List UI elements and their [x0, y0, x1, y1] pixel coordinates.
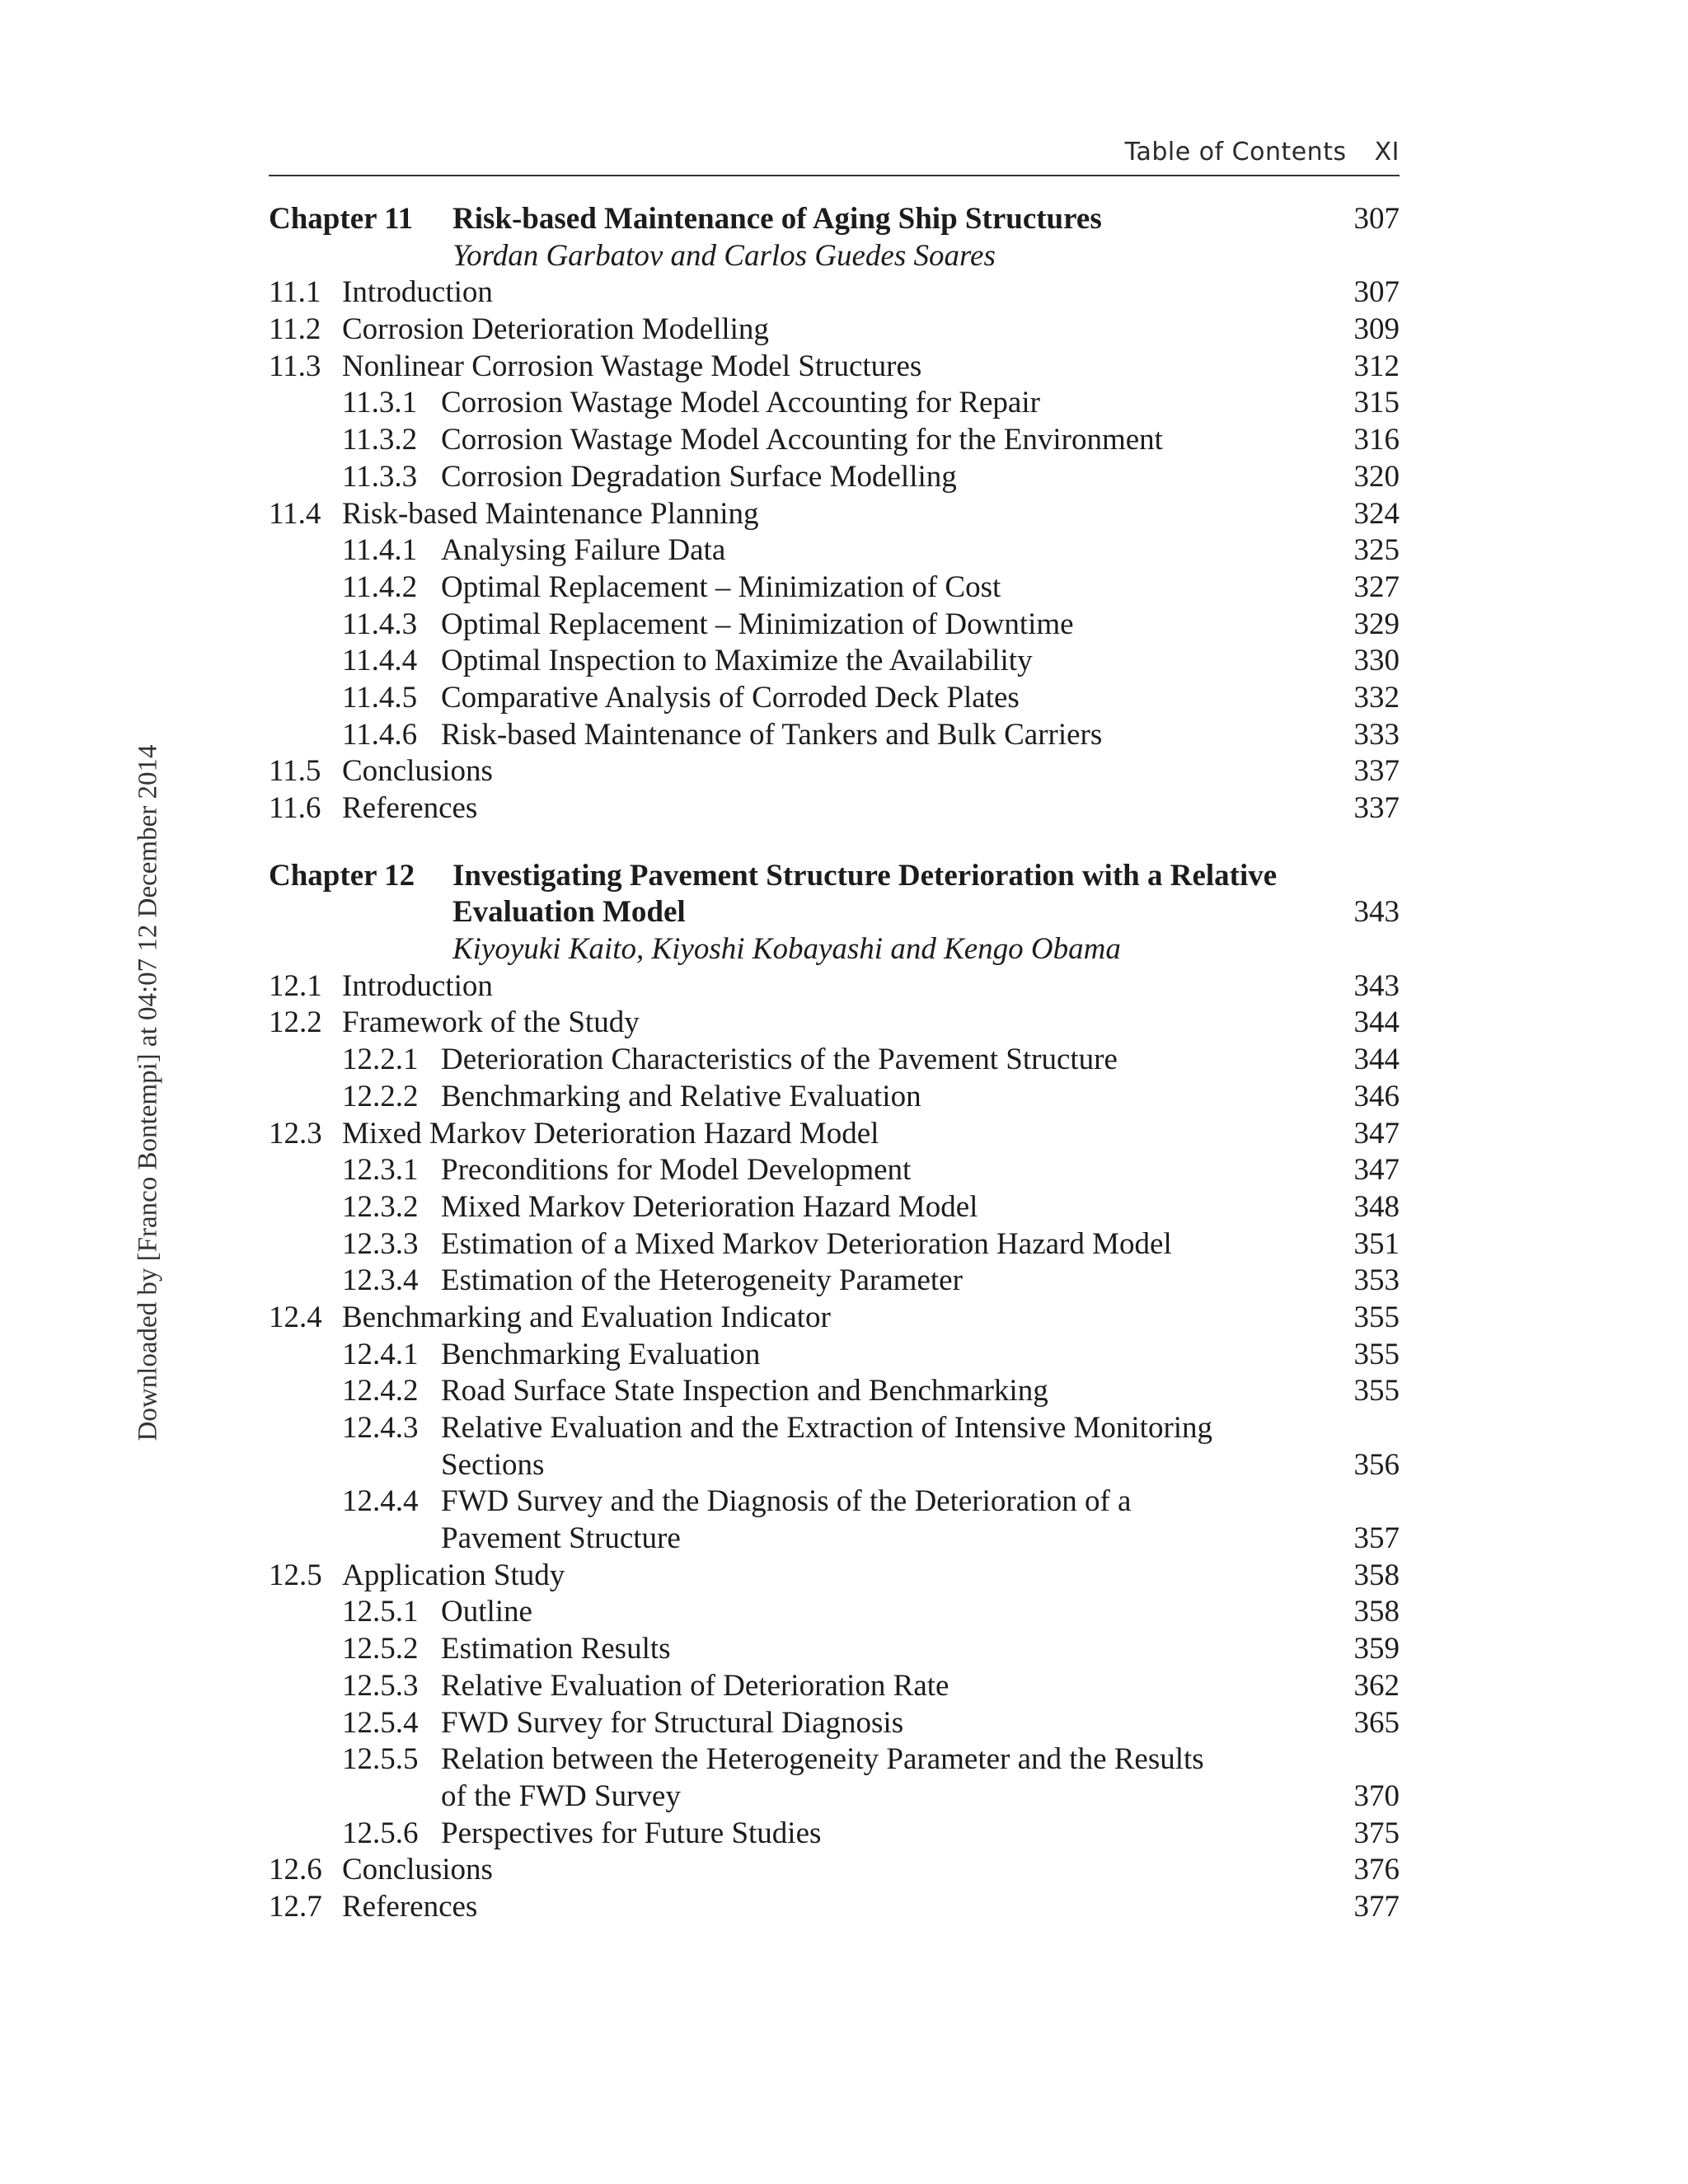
page-number: 377 [1353, 1889, 1400, 1924]
toc-subsection-row [269, 1705, 1400, 1742]
page-number: 355 [1353, 1300, 1400, 1334]
page-number: 346 [1353, 1079, 1400, 1113]
subsection-title: Comparative Analysis of Corroded Deck Plates [441, 680, 1020, 715]
section-title: Risk-based Maintenance Planning [342, 496, 759, 531]
toc-subsection-row [269, 1741, 1400, 1779]
page-number: 316 [1353, 423, 1400, 457]
subsection-number: 11.4.5 [342, 680, 418, 715]
toc-gap [269, 827, 1400, 858]
section-title: Conclusions [342, 1853, 493, 1887]
subsection-title: FWD Survey for Structural Diagnosis [441, 1705, 904, 1740]
subsection-title: Estimation of a Mixed Markov Deterioration Hazard Model [441, 1226, 1172, 1261]
page-number: 370 [1353, 1779, 1400, 1813]
toc-section-row [269, 753, 1400, 790]
chapter-label: Chapter 11 [269, 202, 414, 236]
toc-authors-row [269, 931, 1400, 968]
subsection-title: Relative Evaluation of Deterioration Rate [441, 1668, 950, 1703]
page-number: 348 [1353, 1189, 1400, 1224]
page-number: 358 [1353, 1595, 1400, 1629]
section-title: Mixed Markov Deterioration Hazard Model [342, 1116, 879, 1151]
download-watermark: Downloaded by [Franco Bontempi] at 04:07 12 December 2014 [133, 744, 163, 1441]
toc-section-row [269, 1116, 1400, 1153]
section-title: Conclusions [342, 754, 493, 789]
subsection-title: Corrosion Degradation Surface Modelling [441, 459, 957, 494]
subsection-number: 12.4.3 [342, 1411, 419, 1445]
page-number: 344 [1353, 1043, 1400, 1077]
subsection-title: Preconditions for Model Development [441, 1153, 912, 1188]
toc-subsection-row [269, 1631, 1400, 1668]
toc-subsection-row [269, 422, 1400, 459]
subsection-title: Optimal Replacement – Minimization of Cost [441, 569, 1001, 604]
toc-section-row [269, 349, 1400, 386]
table-of-contents [269, 201, 1400, 1926]
toc-subsection-row [269, 532, 1400, 569]
toc-subsection-row [269, 1263, 1400, 1300]
running-header-title: Table of Contents [1124, 137, 1347, 166]
page-number: 327 [1353, 569, 1400, 604]
toc-subsection-row [269, 717, 1400, 754]
subsection-number: 11.4.4 [342, 644, 418, 678]
subsection-number: 12.3.1 [342, 1153, 419, 1188]
toc-chapter-row [269, 858, 1400, 895]
toc-subsection-row [269, 1373, 1400, 1410]
toc-chapter-title-continued [269, 894, 1400, 931]
page-number: 355 [1353, 1337, 1400, 1371]
page-number: 312 [1353, 349, 1400, 383]
toc-chapter-row [269, 201, 1400, 238]
section-title: Introduction [342, 968, 493, 1003]
page-number: 351 [1353, 1226, 1400, 1261]
subsection-number: 11.4.1 [342, 533, 418, 568]
toc-section-row [269, 790, 1400, 827]
page-number: 307 [1353, 275, 1400, 310]
subsection-number: 12.5.4 [342, 1705, 419, 1740]
page-number: 332 [1353, 680, 1400, 715]
page-number: 337 [1353, 791, 1400, 825]
section-number: 11.3 [269, 349, 321, 383]
section-title: References [342, 791, 478, 825]
subsection-number: 12.2.2 [342, 1079, 419, 1113]
subsection-title: Relative Evaluation and the Extraction of Intensive Monitoring [441, 1411, 1213, 1445]
subsection-title: Deterioration Characteristics of the Pavement Structure [441, 1043, 1118, 1077]
subsection-number: 11.3.3 [342, 459, 418, 494]
section-title: Nonlinear Corrosion Wastage Model Structures [342, 349, 922, 383]
toc-subsection-row [269, 1483, 1400, 1521]
subsection-number: 11.4.6 [342, 717, 418, 752]
toc-section-row [269, 1005, 1400, 1042]
toc-section-row [269, 1558, 1400, 1595]
toc-subsection-row [269, 385, 1400, 422]
subsection-title: Sections [441, 1447, 545, 1482]
subsection-title: Perspectives for Future Studies [441, 1816, 822, 1850]
subsection-number: 12.5.1 [342, 1595, 419, 1629]
chapter-title: Risk-based Maintenance of Aging Ship Structures [452, 202, 1102, 236]
page-number: 307 [1353, 202, 1400, 236]
toc-subsection-title-continued [269, 1521, 1400, 1558]
toc-subsection-row [269, 1042, 1400, 1079]
page-number: 376 [1353, 1853, 1400, 1887]
page-number: 337 [1353, 754, 1400, 789]
page-number: 347 [1353, 1153, 1400, 1188]
page-number: 315 [1353, 386, 1400, 420]
section-number: 11.2 [269, 312, 321, 347]
subsection-title: FWD Survey and the Diagnosis of the Deterioration of a [441, 1484, 1132, 1519]
subsection-title: Corrosion Wastage Model Accounting for the Environment [441, 423, 1163, 457]
page-number: 362 [1353, 1668, 1400, 1703]
toc-authors-row [269, 238, 1400, 275]
toc-section-row [269, 274, 1400, 312]
subsection-title: Corrosion Wastage Model Accounting for Repair [441, 386, 1040, 420]
subsection-title: Risk-based Maintenance of Tankers and Bulk Carriers [441, 717, 1103, 752]
toc-subsection-row [269, 1594, 1400, 1631]
section-title: Application Study [342, 1558, 565, 1592]
section-number: 11.5 [269, 754, 321, 789]
subsection-title: Estimation Results [441, 1632, 671, 1666]
page-number: 324 [1353, 496, 1400, 531]
page-number: 330 [1353, 644, 1400, 678]
subsection-title: Mixed Markov Deterioration Hazard Model [441, 1189, 978, 1224]
toc-section-row [269, 312, 1400, 349]
page-number: 358 [1353, 1558, 1400, 1592]
subsection-title: Road Surface State Inspection and Benchmarking [441, 1374, 1048, 1408]
subsection-title: Benchmarking and Relative Evaluation [441, 1079, 921, 1113]
section-number: 12.5 [269, 1558, 322, 1592]
subsection-number: 12.3.3 [342, 1226, 419, 1261]
page-number: 353 [1353, 1263, 1400, 1298]
subsection-number: 12.5.6 [342, 1816, 419, 1850]
page-number: 329 [1353, 607, 1400, 641]
page-number: 343 [1353, 968, 1400, 1003]
subsection-title: Outline [441, 1595, 532, 1629]
toc-subsection-row [269, 643, 1400, 680]
page-number: 356 [1353, 1447, 1400, 1482]
toc-subsection-row [269, 680, 1400, 717]
toc-subsection-row [269, 1668, 1400, 1705]
page-number: 359 [1353, 1632, 1400, 1666]
subsection-title: of the FWD Survey [441, 1779, 681, 1813]
running-header [269, 130, 1400, 173]
section-number: 12.6 [269, 1853, 322, 1887]
toc-section-row [269, 1852, 1400, 1889]
toc-subsection-title-continued [269, 1779, 1400, 1816]
toc-subsection-title-continued [269, 1447, 1400, 1484]
section-number: 12.2 [269, 1005, 322, 1040]
section-title: Benchmarking and Evaluation Indicator [342, 1300, 831, 1334]
chapter-authors: Yordan Garbatov and Carlos Guedes Soares [452, 238, 996, 273]
section-number: 11.6 [269, 791, 321, 825]
page-number: 325 [1353, 533, 1400, 568]
section-number: 12.1 [269, 968, 322, 1003]
toc-subsection-row [269, 459, 1400, 496]
chapter-title: Evaluation Model [452, 895, 686, 930]
chapter-authors: Kiyoyuki Kaito, Kiyoshi Kobayashi and Kengo Obama [452, 932, 1121, 967]
subsection-number: 11.3.2 [342, 423, 418, 457]
subsection-title: Relation between the Heterogeneity Parameter and the Results [441, 1742, 1204, 1777]
subsection-title: Pavement Structure [441, 1521, 681, 1556]
subsection-number: 12.4.1 [342, 1337, 419, 1371]
toc-subsection-row [269, 1410, 1400, 1447]
toc-subsection-row [269, 1152, 1400, 1189]
toc-section-row [269, 968, 1400, 1005]
subsection-number: 12.5.5 [342, 1742, 419, 1777]
section-number: 11.4 [269, 496, 321, 531]
subsection-title: Optimal Inspection to Maximize the Availability [441, 644, 1033, 678]
toc-section-row [269, 1889, 1400, 1926]
section-number: 12.7 [269, 1889, 322, 1924]
page-number: 347 [1353, 1116, 1400, 1151]
page-number: 355 [1353, 1374, 1400, 1408]
subsection-title: Analysing Failure Data [441, 533, 726, 568]
section-number: 12.3 [269, 1116, 322, 1151]
page-number: 365 [1353, 1705, 1400, 1740]
page-number: 333 [1353, 717, 1400, 752]
page-number: 343 [1353, 895, 1400, 930]
subsection-number: 11.4.2 [342, 569, 418, 604]
subsection-number: 12.4.2 [342, 1374, 419, 1408]
toc-subsection-row [269, 1337, 1400, 1374]
subsection-title: Estimation of the Heterogeneity Parameter [441, 1263, 963, 1298]
subsection-title: Optimal Replacement – Minimization of Downtime [441, 607, 1074, 641]
page-number: 375 [1353, 1816, 1400, 1850]
section-title: Corrosion Deterioration Modelling [342, 312, 769, 347]
subsection-number: 12.5.2 [342, 1632, 419, 1666]
page-number: 320 [1353, 459, 1400, 494]
page-number: 357 [1353, 1521, 1400, 1556]
subsection-number: 11.3.1 [342, 386, 418, 420]
section-number: 12.4 [269, 1300, 322, 1334]
toc-section-row [269, 496, 1400, 533]
subsection-number: 11.4.3 [342, 607, 418, 641]
section-number: 11.1 [269, 275, 321, 310]
subsection-number: 12.5.3 [342, 1668, 419, 1703]
toc-subsection-row [269, 1816, 1400, 1853]
header-rule [269, 175, 1400, 176]
page-number: 309 [1353, 312, 1400, 347]
chapter-title: Investigating Pavement Structure Deterioration with a Relative [452, 858, 1278, 893]
toc-subsection-row [269, 1226, 1400, 1263]
section-title: Framework of the Study [342, 1005, 640, 1040]
toc-section-row [269, 1300, 1400, 1337]
toc-subsection-row [269, 1079, 1400, 1116]
page-number: 344 [1353, 1005, 1400, 1040]
toc-subsection-row [269, 1189, 1400, 1226]
page-folio: XI [1374, 137, 1400, 166]
toc-subsection-row [269, 569, 1400, 607]
subsection-title: Benchmarking Evaluation [441, 1337, 761, 1371]
subsection-number: 12.4.4 [342, 1484, 419, 1519]
section-title: Introduction [342, 275, 493, 310]
chapter-label: Chapter 12 [269, 858, 415, 893]
subsection-number: 12.2.1 [342, 1043, 419, 1077]
subsection-number: 12.3.4 [342, 1263, 419, 1298]
toc-subsection-row [269, 607, 1400, 644]
subsection-number: 12.3.2 [342, 1189, 419, 1224]
section-title: References [342, 1889, 478, 1924]
